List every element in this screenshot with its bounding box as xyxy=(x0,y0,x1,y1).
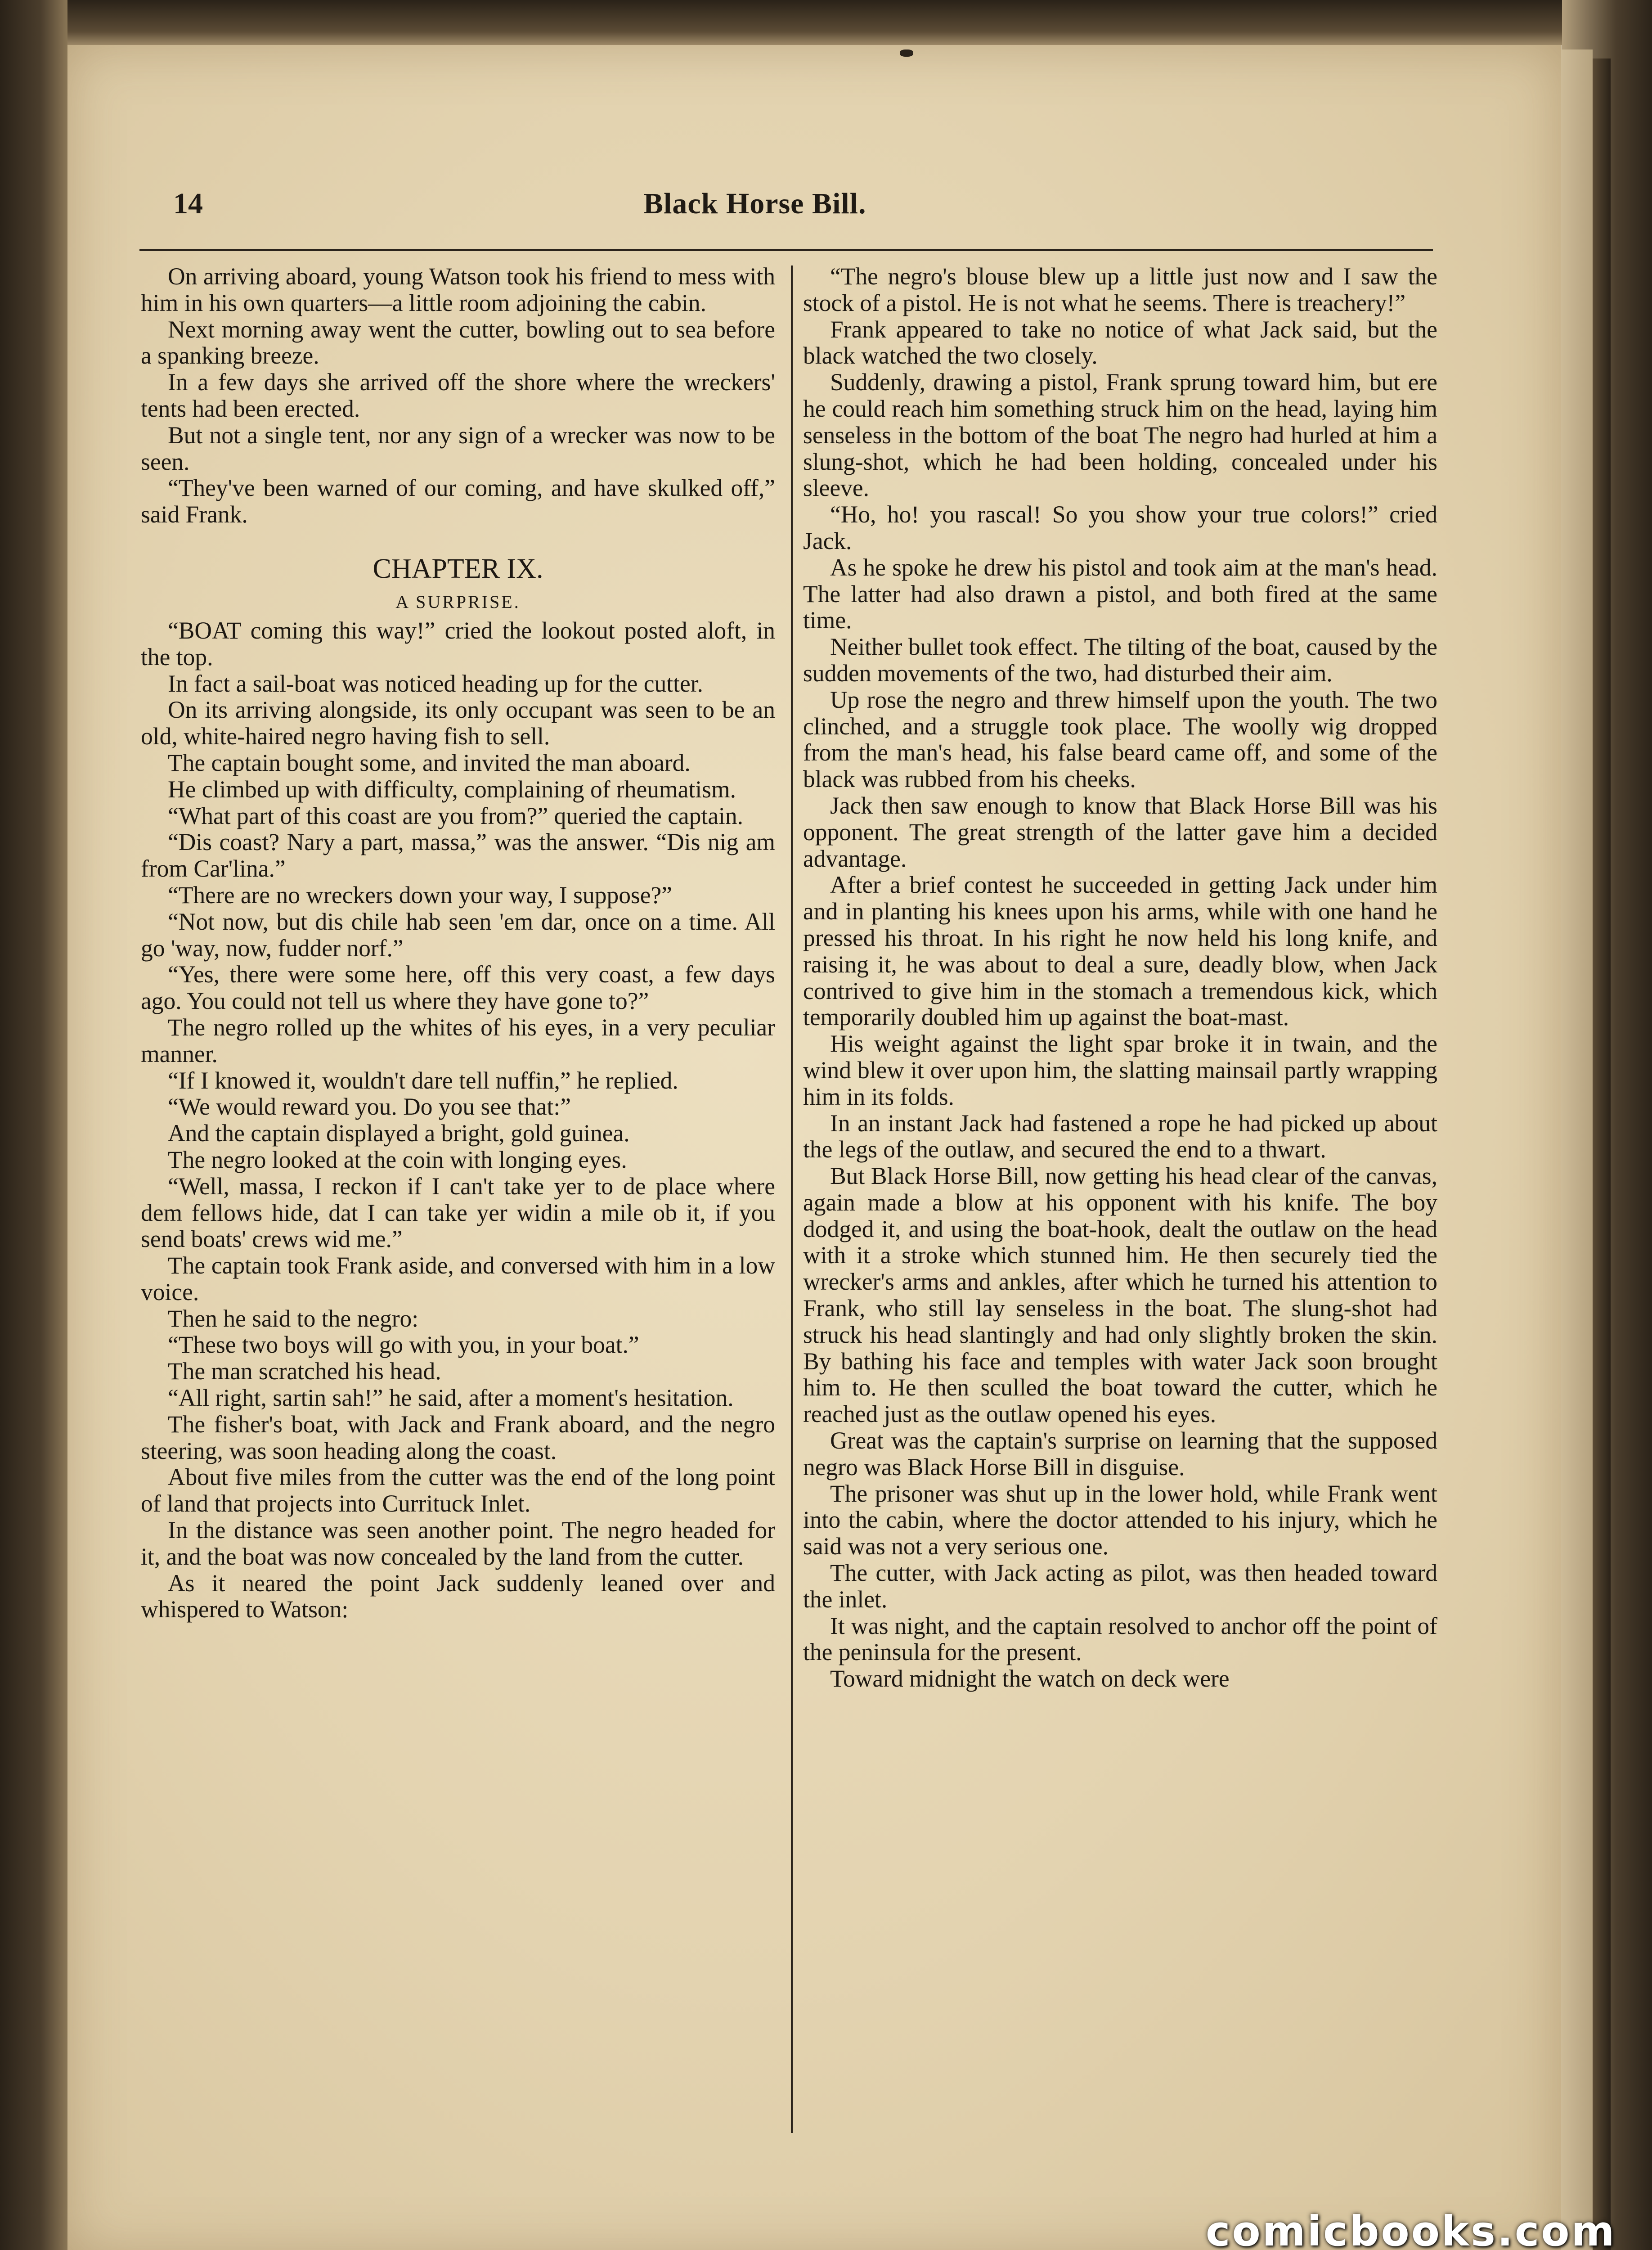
paragraph: “If I knowed it, wouldn't dare tell nuffin,” he replied. xyxy=(168,1066,678,1094)
paragraph: On its arriving alongside, its only occupant was seen to be an old, white-haired negro having fish to sell. xyxy=(141,696,775,750)
paragraph: The negro rolled up the whites of his eyes, in a very peculiar manner. xyxy=(141,1013,775,1067)
chapter-subtitle: A SURPRISE. xyxy=(395,591,521,612)
paragraph: Neither bullet took effect. The tilting of the boat, caused by the sudden movements of the two, had disturbed their aim. xyxy=(803,633,1437,687)
paragraph: Jack then saw enough to know that Black Horse Bill was his opponent. The great strength of the latter gave him a decided advantage. xyxy=(803,792,1437,872)
paragraph: As it neared the point Jack suddenly leaned over and whispered to Watson: xyxy=(141,1569,775,1623)
paragraph: Then he said to the negro: xyxy=(168,1305,419,1332)
paragraph: “All right, sartin sah!” he said, after a moment's hesitation. xyxy=(168,1384,734,1412)
paragraph: It was night, and the captain resolved to anchor off the point of the peninsula for the present. xyxy=(803,1612,1437,1666)
ink-speck xyxy=(900,50,913,57)
paragraph: In an instant Jack had fastened a rope he had picked up about the legs of the outlaw, and secured the end to a thwart. xyxy=(803,1109,1437,1163)
column-divider xyxy=(791,266,793,2133)
paragraph: He climbed up with difficulty, complaining of rheumatism. xyxy=(168,775,736,803)
running-head: Black Horse Bill. xyxy=(643,187,866,220)
paragraph: Suddenly, drawing a pistol, Frank sprung toward him, but ere he could reach him something struck him on the head, laying him senseless in the bottom of the boat The negro had hurled at him a slung-shot, which he had been holding, concealed under his sleeve. xyxy=(803,369,1437,502)
paragraph: Next morning away went the cutter, bowling out to sea before a spanking breeze. xyxy=(141,315,775,369)
paragraph: And the captain displayed a bright, gold guinea. xyxy=(168,1120,630,1147)
header-rule xyxy=(139,249,1433,251)
paragraph: The fisher's boat, with Jack and Frank aboard, and the negro steering, was soon heading along the coast. xyxy=(141,1410,775,1464)
paragraph: But not a single tent, nor any sign of a wrecker was now to be seen. xyxy=(141,421,775,475)
paragraph: In a few days she arrived off the shore where the wreckers' tents had been erected. xyxy=(141,369,775,422)
paragraph: But Black Horse Bill, now getting his head clear of the canvas, again made a blow at his opponent with his knife. The boy dodged it, and using the boat-hook, dealt the outlaw on the head with it a stroke which stunned him. He then securely tied the wrecker's arms and ankles, after which he turned his attention to Frank, who still lay senseless in the boat. The slung-shot had struck his head slantingly and had only slightly broken the skin. By bathing his face and temples with water Jack soon brought him to. He then sculled the boat toward the cutter, which he reached just as the outlaw opened his eyes. xyxy=(803,1162,1437,1428)
paragraph: His weight against the light spar broke it in twain, and the wind blew it over upon him, the slatting mainsail partly wrapping him in its folds. xyxy=(803,1030,1437,1110)
right-column xyxy=(803,263,1437,1692)
paragraph: The captain bought some, and invited the man aboard. xyxy=(168,749,691,776)
paragraph: As he spoke he drew his pistol and took aim at the man's head. The latter had also drawn a pistol, and both fired at the same time. xyxy=(803,554,1437,634)
left-column xyxy=(141,263,775,1623)
paragraph: “We would reward you. Do you see that:” xyxy=(168,1093,571,1120)
paragraph: “What part of this coast are you from?” queried the captain. xyxy=(168,802,743,829)
chapter-heading xyxy=(141,553,775,615)
paragraph: Frank appeared to take no notice of what Jack said, but the black watched the two closely. xyxy=(803,315,1437,369)
paragraph: Great was the captain's surprise on learning that the supposed negro was Black Horse Bill in disguise. xyxy=(803,1427,1437,1480)
paragraph: The cutter, with Jack acting as pilot, was then headed toward the inlet. xyxy=(803,1559,1437,1613)
paragraph: “They've been warned of our coming, and have skulked off,” said Frank. xyxy=(141,474,775,528)
scan-edge-left xyxy=(0,0,67,2250)
scan-edge-top xyxy=(0,0,1652,45)
left-column-intro xyxy=(141,263,775,528)
paragraph: The prisoner was shut up in the lower hold, while Frank went into the cabin, where the doctor attended to his injury, which he said was not a very serious one. xyxy=(803,1480,1437,1560)
paragraph: “Yes, there were some here, off this very coast, a few days ago. You could not tell us where they have gone to?” xyxy=(141,961,775,1015)
paragraph: In the distance was seen another point. The negro headed for it, and the boat was now concealed by the land from the cutter. xyxy=(141,1516,775,1570)
paragraph: “The negro's blouse blew up a little just now and I saw the stock of a pistol. He is not what he seems. There is treachery!” xyxy=(803,263,1437,316)
left-column-chapter-text xyxy=(141,617,775,1623)
chapter-title: CHAPTER IX. xyxy=(373,553,543,584)
paragraph: The captain took Frank aside, and conversed with him in a low voice. xyxy=(141,1252,775,1305)
site-watermark: comicbooks.com xyxy=(1206,2207,1616,2250)
page-number: 14 xyxy=(173,187,203,220)
paragraph: “Well, massa, I reckon if I can't take yer to de place where dem fellows hide, dat I can take yer widin a mile ob it, if you send boats' crews wid me.” xyxy=(141,1172,775,1253)
paragraph: “There are no wreckers down your way, I suppose?” xyxy=(168,881,673,909)
paragraph: “Ho, ho! you rascal! So you show your true colors!” cried Jack. xyxy=(803,501,1437,554)
paragraph: “These two boys will go with you, in your boat.” xyxy=(168,1331,639,1359)
paragraph: “BOAT coming this way!” cried the lookout posted aloft, in the top. xyxy=(141,616,775,670)
paragraph: “Dis coast? Nary a part, massa,” was the answer. “Dis nig am from Car'lina.” xyxy=(141,828,775,882)
adjacent-page-edge xyxy=(1593,58,1611,2250)
right-column-text xyxy=(803,263,1437,1692)
paragraph: About five miles from the cutter was the end of the long point of land that projects into Currituck Inlet. xyxy=(141,1463,775,1517)
paragraph: Up rose the negro and threw himself upon the youth. The two clinched, and a struggle took place. The woolly wig dropped from the man's head, his false beard came off, and some of the black was rubbed from his cheeks. xyxy=(803,686,1437,793)
paragraph: The negro looked at the coin with longing eyes. xyxy=(168,1146,627,1173)
paragraph: In fact a sail-boat was noticed heading up for the cutter. xyxy=(168,670,703,697)
paragraph: On arriving aboard, young Watson took his friend to mess with him in his own quarters—a little room adjoining the cabin. xyxy=(141,263,775,316)
paragraph: “Not now, but dis chile hab seen 'em dar, once on a time. All go 'way, now, fudder norf.” xyxy=(141,908,775,962)
adjacent-page-strip xyxy=(1561,50,1593,2250)
paragraph: After a brief contest he succeeded in getting Jack under him and in planting his knees upon his arms, while with one hand he pressed his throat. In his right he now held his long knife, and raising it, he was about to deal a sure, deadly blow, when Jack contrived to give him in the stomach a tremendous kick, which temporarily doubled him up against the boat-mast. xyxy=(803,871,1437,1031)
paragraph: Toward midnight the watch on deck were xyxy=(830,1665,1230,1692)
paragraph: The man scratched his head. xyxy=(168,1358,441,1385)
